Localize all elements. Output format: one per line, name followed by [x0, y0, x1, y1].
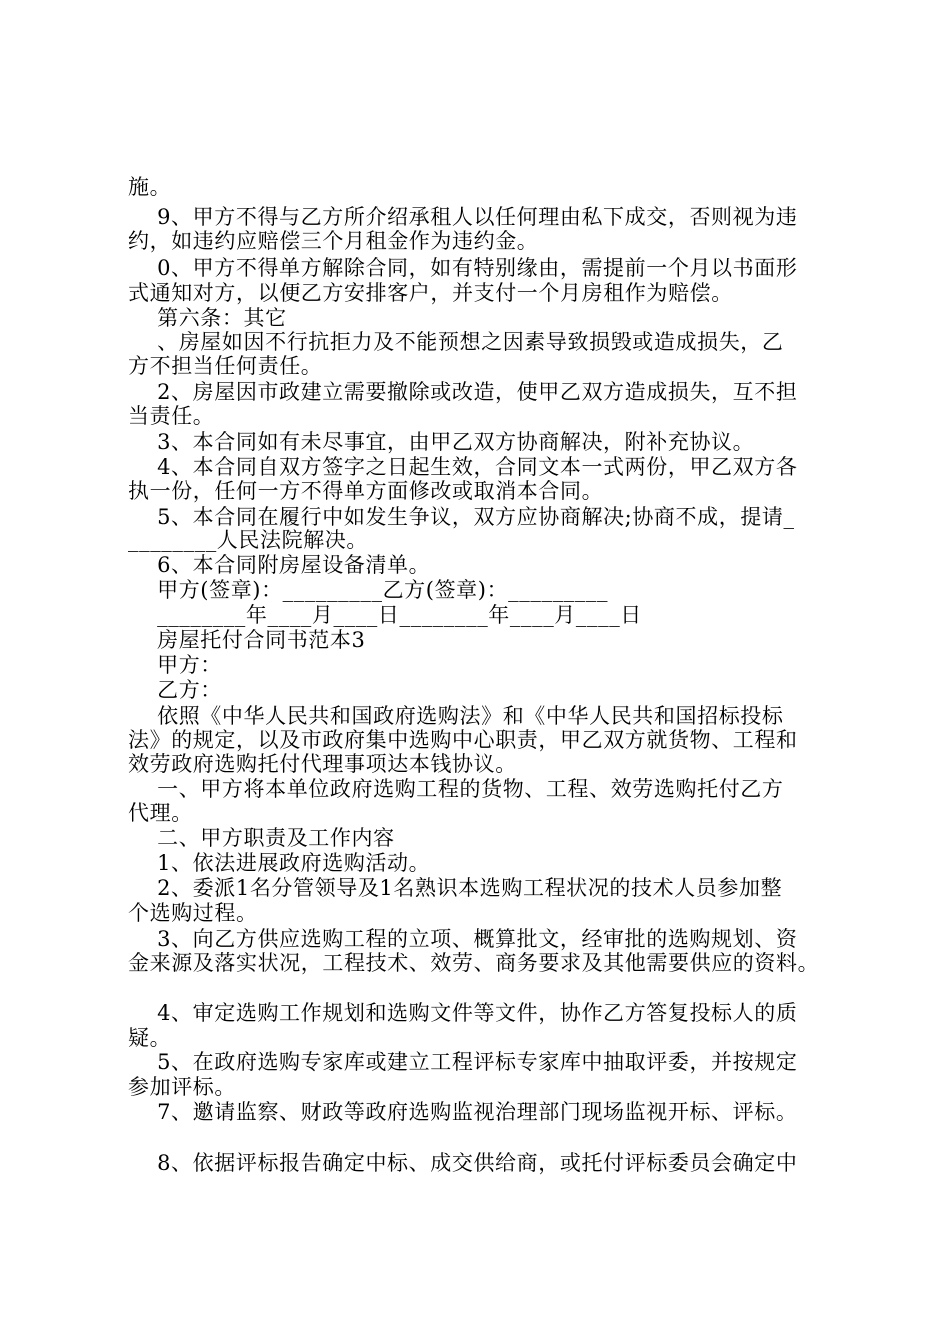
text-line: 4、本合同自双方签字之日起生效，合同文本一式两份，甲乙双方各	[128, 455, 798, 479]
section-heading: 二、甲方职责及工作内容	[128, 826, 395, 850]
text-line: 个选购过程。	[128, 901, 258, 925]
text-line: 6、本合同附房屋设备清单。	[128, 553, 431, 577]
text-line: 0、甲方不得单方解除合同，如有特别缘由，需提前一个月以书面形	[128, 256, 798, 280]
text-line: 1、依法进展政府选购活动。	[128, 851, 431, 875]
text-line: 金来源及落实状况，工程技术、效劳、商务要求及其他需要供应的资料。	[128, 951, 820, 975]
text-line: 参加评标。	[128, 1075, 236, 1099]
text-line: 5、本合同在履行中如发生争议，双方应协商解决;协商不成，提请_	[128, 505, 795, 529]
text-line: 4、审定选购工作规划和选购文件等文件，协作乙方答复投标人的质	[128, 1001, 798, 1025]
text-line: 2、房屋因市政建立需要撤除或改造，使甲乙双方造成损失，互不担	[128, 380, 798, 404]
text-line: 施。	[128, 175, 172, 199]
text-line: 式通知对方，以便乙方安排客户，并支付一个月房租作为赔偿。	[128, 281, 733, 305]
party-b-label: 乙方：	[128, 678, 222, 702]
document-title: 房屋托付合同书范本3	[128, 628, 366, 652]
text-line: 5、在政府选购专家库或建立工程评标专家库中抽取评委，并按规定	[128, 1050, 798, 1074]
text-line: 方不担当任何责任。	[128, 354, 323, 378]
text-line: 7、邀请监察、财政等政府选购监视治理部门现场监视开标、评标。	[128, 1100, 798, 1124]
text-line: 3、向乙方供应选购工程的立项、概算批文，经审批的选购规划、资	[128, 927, 798, 951]
text-line: 疑。	[128, 1026, 172, 1050]
section-heading: 第六条：其它	[128, 306, 287, 330]
text-line: 法》的规定，以及市政府集中选购中心职责，甲乙双方就货物、工程和	[128, 728, 798, 752]
text-line: 执一份，任何一方不得单方面修改或取消本合同。	[128, 479, 604, 503]
text-line: 依照《中华人民共和国政府选购法》和《中华人民共和国招标投标	[128, 704, 784, 728]
signature-line: 甲方(签章)：_________乙方(签章)：_________	[128, 578, 609, 602]
text-line: 3、本合同如有未尽事宜，由甲乙双方协商解决，附补充协议。	[128, 430, 755, 454]
text-line: 当责任。	[128, 404, 215, 428]
text-line: 8、依据评标报告确定中标、成交供给商，或托付评标委员会确定中	[128, 1151, 798, 1175]
text-line: 代理。	[128, 801, 193, 825]
text-line: ________人民法院解决。	[128, 528, 368, 552]
text-line: 9、甲方不得与乙方所介绍承租人以任何理由私下成交，否则视为违	[128, 205, 798, 229]
text-line: 一、甲方将本单位政府选购工程的货物、工程、效劳选购托付乙方	[128, 777, 784, 801]
text-line: 2、委派1名分管领导及1名熟识本选购工程状况的技术人员参加整	[128, 876, 783, 900]
text-line: 效劳政府选购托付代理事项达本钱协议。	[128, 752, 517, 776]
text-line: 、房屋如因不行抗拒力及不能预想之因素导致损毁或造成损失，乙	[128, 330, 784, 354]
date-line: ________年____月____日________年____月____日	[128, 603, 642, 627]
text-line: 约，如违约应赔偿三个月租金作为违约金。	[128, 229, 539, 253]
party-a-label: 甲方：	[128, 653, 222, 677]
